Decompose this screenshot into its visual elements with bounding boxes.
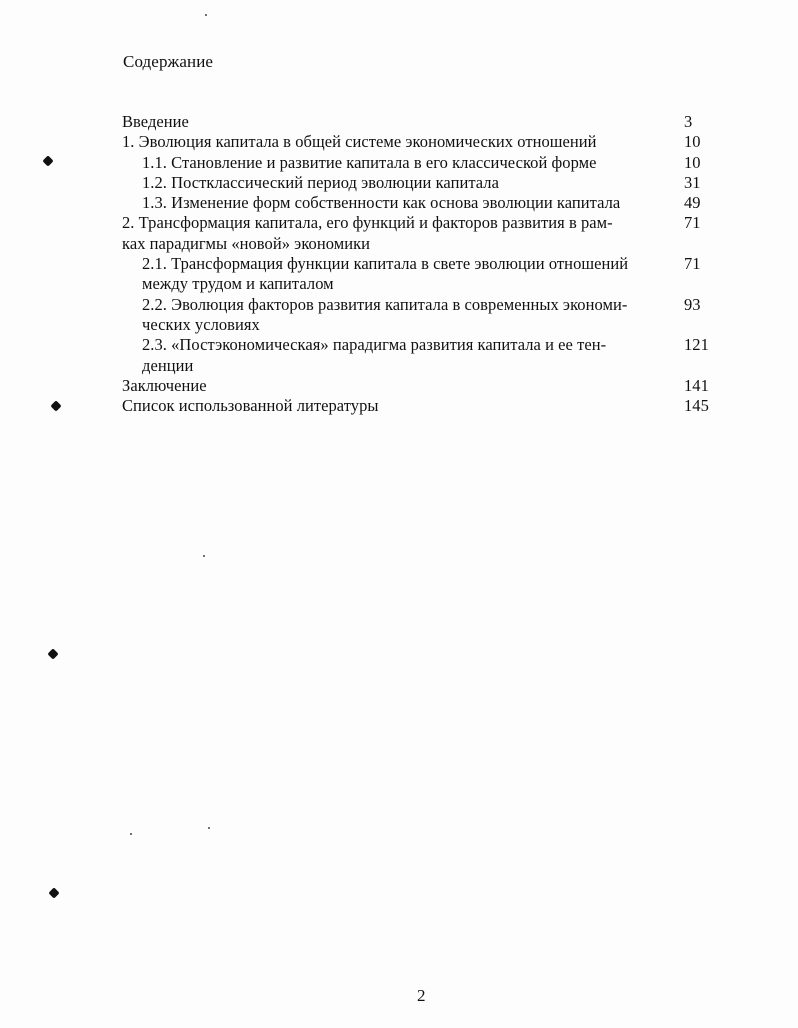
toc-entry: [122, 112, 722, 132]
toc-entry-page: 71: [684, 213, 701, 233]
toc-entry-text: Список использованной литературы: [122, 396, 379, 416]
toc-entry: [122, 173, 722, 193]
scan-speck: [130, 833, 132, 835]
scan-speck: [208, 827, 210, 829]
toc-entry-text: 2. Трансформация капитала, его функций и факторов развития в рам- ках парадигмы «новой» экономики: [122, 213, 613, 253]
toc-entry-page: 10: [684, 152, 701, 172]
toc-entry-page: 71: [684, 254, 701, 274]
toc-entry-page: 49: [684, 193, 701, 213]
toc-entry: [122, 132, 722, 152]
toc-entry: [122, 396, 722, 416]
scan-mark-dot: [42, 155, 53, 166]
toc-entry-text: 1. Эволюция капитала в общей системе экономических отношений: [122, 132, 597, 152]
toc-entry-page: 145: [684, 396, 709, 416]
toc-entry: [122, 153, 722, 173]
toc-entry-page: 31: [684, 172, 701, 192]
toc-entry-text: 1.3. Изменение форм собственности как основа эволюции капитала: [142, 193, 621, 213]
toc-entry-page: 93: [684, 294, 701, 314]
toc-entry-text: Заключение: [122, 375, 207, 395]
toc-entry: [122, 335, 722, 376]
toc-entry-page: 10: [684, 132, 701, 152]
scan-mark-dot: [47, 648, 58, 659]
toc-entry: [122, 213, 722, 254]
toc-entry-text: 1.2. Постклассический период эволюции капитала: [142, 172, 499, 192]
toc-entry-text: 1.1. Становление и развитие капитала в его классической форме: [142, 152, 597, 172]
page-number: 2: [417, 986, 426, 1005]
toc-entry: [122, 295, 722, 336]
toc-entry-text: 2.1. Трансформация функции капитала в свете эволюции отношений между трудом и капиталом: [142, 254, 629, 294]
scan-speck: [203, 555, 205, 557]
scan-speck: [205, 14, 207, 16]
toc-entry-page: 121: [684, 335, 709, 355]
toc-entry: [122, 376, 722, 396]
scan-mark-dot: [50, 400, 61, 411]
toc-entry-text: 2.3. «Постэкономическая» парадигма развития капитала и ее тен- денции: [142, 335, 607, 375]
page-title: Содержание: [123, 52, 214, 71]
toc-entry-page: 141: [684, 375, 709, 395]
scan-mark-dot: [48, 887, 59, 898]
toc-entry-page: 3: [684, 112, 693, 131]
toc-entry: [122, 193, 722, 213]
toc-entry-text: 2.2. Эволюция факторов развития капитала в современных экономи- ческих условиях: [142, 294, 628, 334]
table-of-contents: [122, 112, 722, 416]
toc-entry-text: Введение: [122, 112, 189, 131]
toc-entry: [122, 254, 722, 295]
